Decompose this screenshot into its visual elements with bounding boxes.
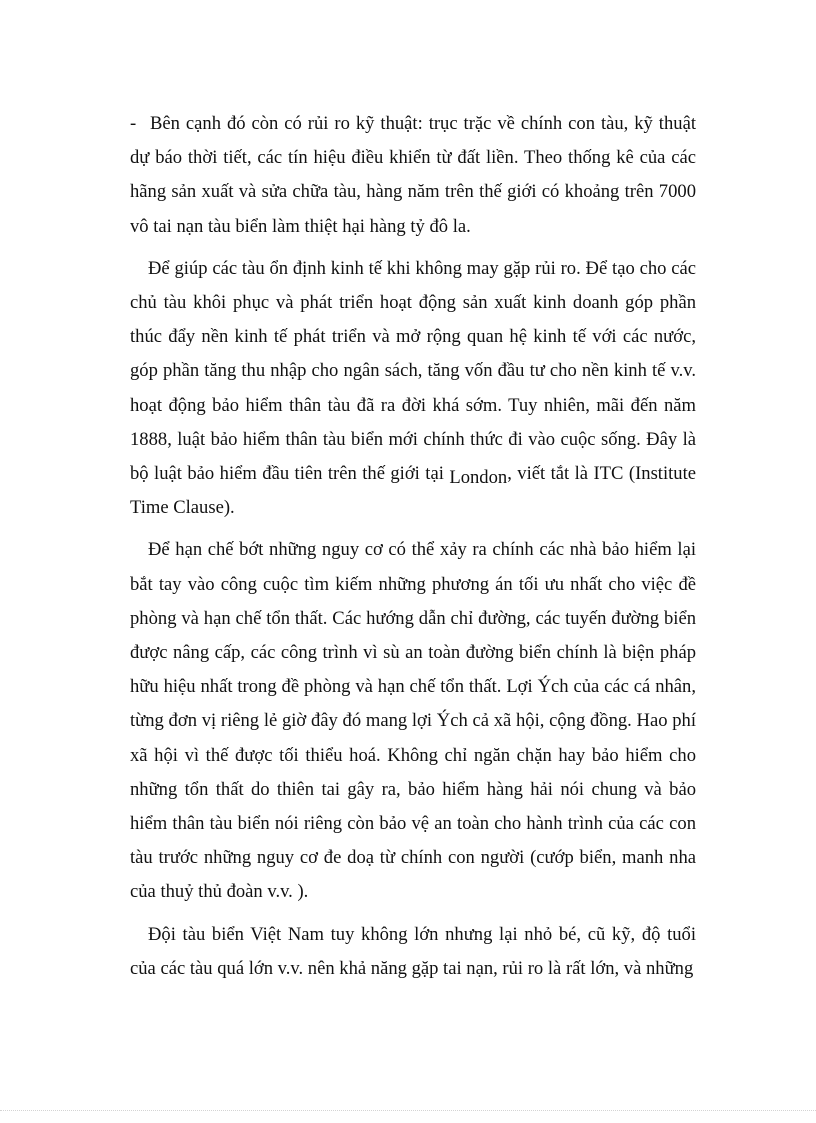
- paragraph-hull-insurance-history: [130, 252, 696, 526]
- paragraph-technical-risk-text: Bên cạnh đó còn có rủi ro kỹ thuật: trục trặc về chính con tàu, kỹ thuật dự báo thời tiết, các tín hiệu điều khiển từ đất liền. Theo thống kê của các hãng sản xuất và sửa chữa tàu, hàng năm trên thế giới có khoảng trên 7000 vô tai nạn tàu biển làm thiệt hại hàng tỷ đô la.: [130, 113, 696, 237]
- paragraph-loss-prevention-text: Để hạn chế bớt những nguy cơ có thể xảy ra chính các nhà bảo hiểm lại bắt tay vào công cuộc tìm kiếm những phương án tối ưu nhất cho việc đề phòng và hạn chế tổn thất. Các hướng dẫn chỉ đường, các tuyến đường biển được nâng cấp, các công trình vì sù an toàn đường biển chính là biện pháp hữu hiệu nhất trong đề phòng và hạn chế tổn thất. Lợi Ých của các cá nhân, từng đơn vị riêng lẻ giờ đây đó mang lợi Ých cả xã hội, cộng đồng. Hao phí xã hội vì thế được tối thiểu hoá. Không chỉ ngăn chặn hay bảo hiểm cho những tổn thất do thiên tai gây ra, bảo hiểm hàng hải nói chung và bảo hiểm thân tàu biển nói riêng còn bảo vệ an toàn cho hành trình của các con tàu trước những nguy cơ đe doạ từ chính con người (cướp biển, manh nha của thuỷ thủ đoàn v.v. ).: [130, 539, 696, 903]
- page-bottom-divider: [0, 1110, 816, 1111]
- bullet-dash: -: [130, 113, 137, 134]
- paragraph-hull-insurance-tail: , viết tắt là ITC (Institute Time Clause).: [130, 463, 697, 519]
- paragraph-loss-prevention: [130, 533, 696, 909]
- paragraph-vietnam-fleet: [130, 918, 696, 986]
- london-text: London: [449, 467, 508, 489]
- paragraph-vietnam-fleet-text: Đội tàu biển Việt Nam tuy không lớn nhưng lại nhỏ bé, cũ kỹ, độ tuổi của các tàu quá lớn v.v. nên khả năng gặp tai nạn, rủi ro là rất lớn, và những: [130, 923, 696, 979]
- document-body: [130, 107, 696, 994]
- paragraph-hull-insurance-text: Để giúp các tàu ổn định kinh tế khi không may gặp rủi ro. Để tạo cho các chủ tàu khôi phục và phát triển hoạt động sản xuất kinh doanh góp phần thúc đẩy nền kinh tế phát triển và mở rộng quan hệ kinh tế với các nước, góp phần tăng thu nhập cho ngân sách, tăng vốn đầu tư cho nền kinh tế v.v. hoạt động bảo hiểm thân tàu đã ra đời khá sớm. Tuy nhiên, mãi đến năm 1888, luật bảo hiểm thân tàu biển mới chính thức đi vào cuộc sống. Đây là bộ luật bảo hiểm đầu tiên trên thế giới tại: [130, 257, 696, 485]
- paragraph-technical-risk: [130, 107, 696, 244]
